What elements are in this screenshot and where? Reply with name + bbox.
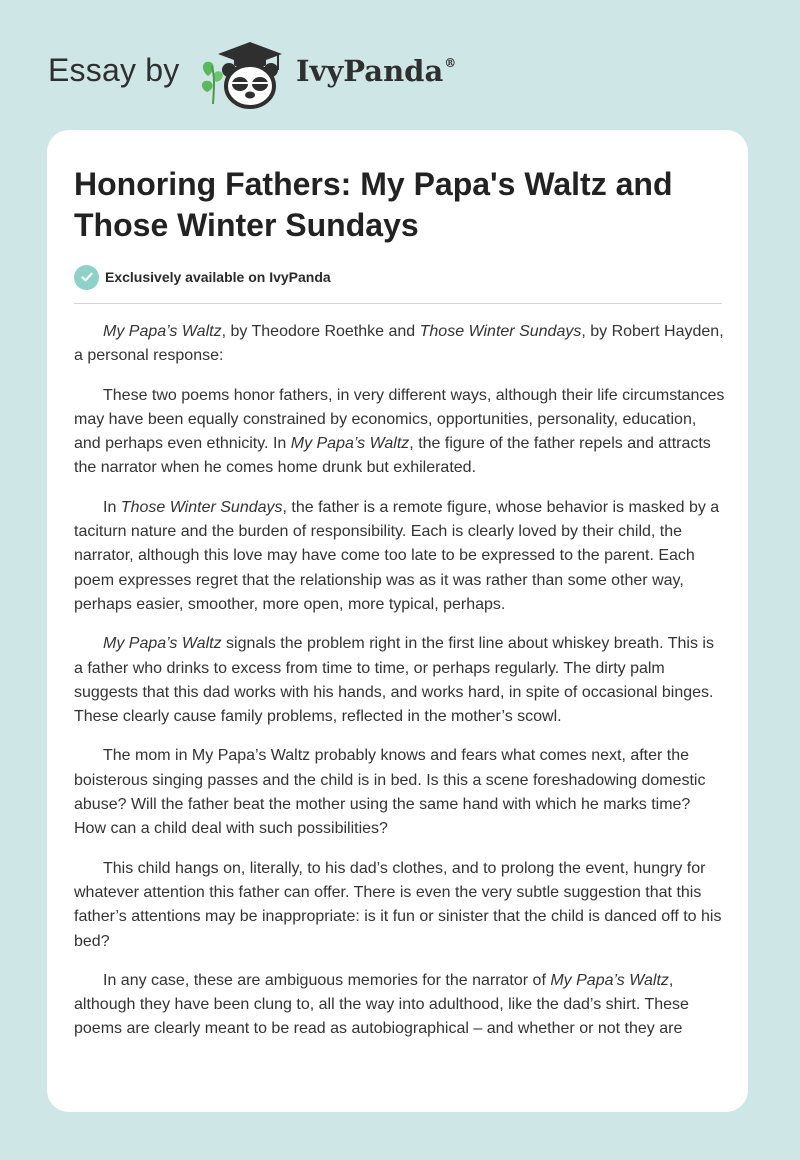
italic-title-text: My Papa’s Waltz: [103, 635, 222, 653]
essay-paragraph: [74, 744, 726, 841]
brand-logo[interactable]: [296, 54, 456, 88]
paragraph-text: In any case, these are ambiguous memories for the narrator of: [103, 971, 551, 989]
essay-paragraph: [74, 632, 726, 729]
essay-paragraph: [74, 320, 726, 369]
paragraph-text: The mom in My Papa’s Waltz probably knows and fears what comes next, after the boisterous singing passes and the child is in bed. Is this a scene foreshadowing domestic abuse? Will the father beat the mother using the same hand with which he marks time? How can a child deal with such possibilities?: [74, 747, 706, 838]
paragraph-text: In: [103, 498, 121, 516]
essay-card: [47, 130, 748, 1112]
essay-paragraph: [74, 857, 726, 954]
italic-title-text: My Papa’s Waltz: [103, 323, 222, 340]
badge-label: Exclusively available on IvyPanda: [105, 269, 331, 285]
essay-paragraph: [74, 496, 726, 617]
check-icon: [74, 265, 99, 290]
essay-paragraph: [74, 969, 726, 1042]
exclusive-badge: [74, 264, 331, 290]
divider: [74, 303, 722, 304]
paragraph-text: , the figure of the father repels and attracts the narrator when he comes home drunk but exhilerated.: [74, 435, 711, 477]
essay-paragraph: [74, 384, 726, 481]
paragraph-text: This child hangs on, literally, to his dad’s clothes, and to prolong the event, hungry for whatever attention this father can offer. There is even the very subtle suggestion that this father’s attentions may be inappropriate: is it fun or sinister that the child is danced off to his bed?: [74, 859, 722, 950]
registered-mark: ®: [444, 56, 457, 70]
paragraph-text: , by Robert Hayden, a personal response:: [74, 323, 724, 365]
paragraph-text: , although they have been clung to, all the way into adulthood, like the dad’s shirt. These poems are clearly meant to be read as autobiographical – and whether or not they are: [74, 971, 689, 1038]
italic-title-text: My Papa’s Waltz: [550, 971, 669, 989]
italic-title-text: My Papa’s Waltz: [290, 435, 410, 453]
site-header: [0, 0, 800, 130]
paragraph-text: , the father is a remote figure, whose behavior is masked by a taciturn nature and the burden of responsibility. Each is clearly loved by their child, the narrator, although this love may have come too late to be expressed to the parent. Each poem expresses regret that the relationship was as it was rather than some other way, perhaps easier, smoother, more open, more typical, perhaps.: [74, 498, 720, 613]
italic-title-text: Those Winter Sundays: [120, 498, 283, 516]
italic-title-text: Those Winter Sundays: [419, 323, 582, 340]
brand-name: IvyPanda: [296, 54, 444, 88]
page-title: Honoring Fathers: My Papa's Waltz and Those Winter Sundays: [74, 166, 673, 243]
paragraph-text: , by Theodore Roethke and: [221, 323, 420, 340]
essay-by-label: Essay by: [48, 52, 180, 88]
essay-body: [74, 320, 726, 1057]
paragraph-text: These two poems honor fathers, in very different ways, although their life circumstances may have been equally constrained by economics, opportunities, personality, education, and perhaps even ethnicity. In: [74, 386, 725, 453]
panda-mascot-icon: [198, 36, 290, 110]
paragraph-text: signals the problem right in the first line about whiskey breath. This is a father who drinks to excess from time to time, or perhaps regularly. The dirty palm suggests that this dad works with his hands, and works hard, in spite of occasional binges. These clearly cause family problems, reflected in the mother’s scowl.: [74, 635, 714, 726]
